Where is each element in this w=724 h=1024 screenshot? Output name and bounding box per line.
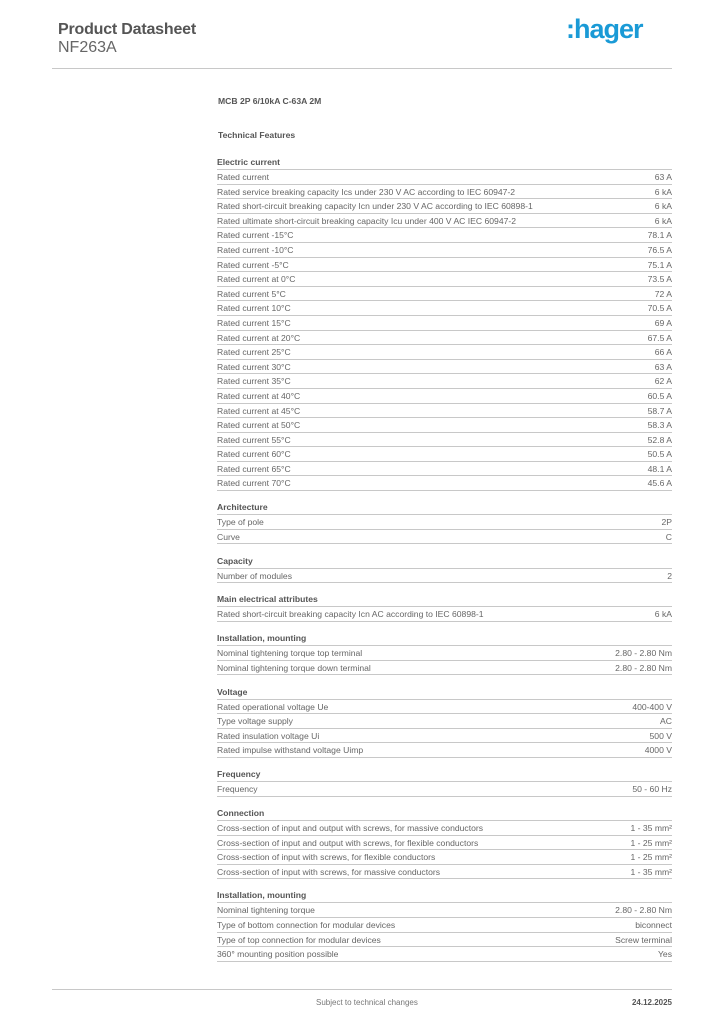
spec-value: 50 - 60 Hz	[632, 784, 672, 795]
spec-row	[217, 272, 672, 287]
spec-value: AC	[660, 716, 672, 727]
spec-label: Cross-section of input and output with screws, for flexible conductors	[217, 837, 479, 848]
spec-value: 62 A	[654, 376, 672, 387]
spec-section	[217, 554, 672, 584]
spec-row	[217, 214, 672, 229]
spec-row	[217, 782, 672, 797]
spec-value: 58.7 A	[647, 405, 672, 416]
spec-value: 50.5 A	[647, 449, 672, 460]
spec-label: Type voltage supply	[217, 716, 293, 727]
spec-row	[217, 447, 672, 462]
spec-value: 500 V	[649, 730, 672, 741]
footer-divider	[52, 989, 672, 990]
spec-row	[217, 360, 672, 375]
spec-row	[217, 316, 672, 331]
spec-label: Number of modules	[217, 570, 292, 581]
spec-value: 73.5 A	[647, 274, 672, 285]
spec-label: Rated insulation voltage Ui	[217, 730, 320, 741]
spec-value: 52.8 A	[647, 434, 672, 445]
spec-row	[217, 185, 672, 200]
spec-label: Rated current at 0°C	[217, 274, 296, 285]
spec-value: 48.1 A	[647, 463, 672, 474]
spec-row	[217, 530, 672, 545]
spec-label: Nominal tightening torque down terminal	[217, 662, 371, 673]
spec-value: biconnect	[635, 920, 672, 931]
spec-label: Rated current at 50°C	[217, 420, 301, 431]
spec-value: 75.1 A	[647, 259, 672, 270]
spec-label: Nominal tightening torque	[217, 905, 315, 916]
spec-value: 72 A	[654, 288, 672, 299]
spec-row	[217, 433, 672, 448]
spec-value: Screw terminal	[615, 934, 672, 945]
spec-label: Rated current 25°C	[217, 347, 291, 358]
spec-label: Rated current -5°C	[217, 259, 289, 270]
spec-value: 6 kA	[654, 215, 672, 226]
spec-row	[217, 850, 672, 865]
spec-row	[217, 331, 672, 346]
section-heading: Installation, mounting	[217, 888, 672, 903]
spec-value: 60.5 A	[647, 390, 672, 401]
spec-value: 69 A	[654, 317, 672, 328]
spec-label: Rated short-circuit breaking capacity Icn AC according to IEC 60898-1	[217, 609, 484, 620]
section-heading: Electric current	[217, 155, 672, 170]
spec-row	[217, 228, 672, 243]
spec-value: C	[665, 531, 672, 542]
section-heading: Frequency	[217, 767, 672, 782]
section-heading: Installation, mounting	[217, 631, 672, 646]
spec-label: Rated current 55°C	[217, 434, 291, 445]
spec-row	[217, 345, 672, 360]
spec-label: Rated service breaking capacity Ics under 230 V AC according to IEC 60947-2	[217, 186, 516, 197]
spec-row	[217, 569, 672, 584]
spec-row	[217, 714, 672, 729]
spec-value: 78.1 A	[647, 230, 672, 241]
spec-label: Rated current at 45°C	[217, 405, 301, 416]
spec-label: Rated ultimate short-circuit breaking capacity Icu under 400 V AC IEC 60947-2	[217, 215, 517, 226]
spec-label: Nominal tightening torque top terminal	[217, 648, 363, 659]
spec-row	[217, 287, 672, 302]
spec-value: 1 - 25 mm²	[630, 852, 672, 863]
spec-row	[217, 170, 672, 185]
spec-row	[217, 661, 672, 676]
spec-value: 76.5 A	[647, 244, 672, 255]
spec-value: 63 A	[654, 172, 672, 182]
spec-row	[217, 700, 672, 715]
spec-row	[217, 903, 672, 918]
spec-value: 400-400 V	[632, 701, 672, 712]
spec-value: 66 A	[654, 347, 672, 358]
spec-row	[217, 243, 672, 258]
spec-label: Cross-section of input with screws, for massive conductors	[217, 866, 441, 877]
spec-section	[217, 806, 672, 879]
spec-label: Type of bottom connection for modular devices	[217, 920, 396, 931]
spec-row	[217, 865, 672, 880]
spec-section	[217, 155, 672, 491]
spec-row	[217, 743, 672, 758]
spec-label: Curve	[217, 531, 240, 542]
spec-row	[217, 258, 672, 273]
spec-label: Rated current 60°C	[217, 449, 291, 460]
spec-label: Rated impulse withstand voltage Uimp	[217, 745, 364, 756]
spec-value: 45.6 A	[647, 478, 672, 489]
spec-label: Rated current at 20°C	[217, 332, 301, 343]
spec-value: 63 A	[654, 361, 672, 372]
spec-value: 2.80 - 2.80 Nm	[615, 662, 672, 673]
spec-section	[217, 592, 672, 622]
spec-value: 6 kA	[654, 186, 672, 197]
spec-value: 2.80 - 2.80 Nm	[615, 648, 672, 659]
spec-label: Rated current	[217, 172, 270, 182]
spec-label: Rated current 30°C	[217, 361, 291, 372]
section-heading: Voltage	[217, 685, 672, 700]
spec-label: Cross-section of input and output with screws, for massive conductors	[217, 822, 484, 833]
spec-section	[217, 631, 672, 675]
spec-label: Cross-section of input with screws, for flexible conductors	[217, 852, 436, 863]
spec-label: Rated short-circuit breaking capacity Icn under 230 V AC according to IEC 60898-1	[217, 201, 533, 212]
spec-row	[217, 389, 672, 404]
spec-label: Rated current 5°C	[217, 288, 286, 299]
product-code: NF263A	[58, 39, 117, 56]
spec-label: Rated current at 40°C	[217, 390, 301, 401]
spec-row	[217, 476, 672, 491]
footer-date: 24.12.2025	[631, 998, 672, 1007]
spec-value: Yes	[657, 949, 672, 960]
spec-value: 6 kA	[654, 201, 672, 212]
spec-row	[217, 418, 672, 433]
spec-label: Type of top connection for modular devices	[217, 934, 381, 945]
spec-value: 1 - 35 mm²	[630, 822, 672, 833]
spec-label: Rated current 10°C	[217, 303, 291, 314]
spec-row	[217, 404, 672, 419]
spec-label: Rated current -15°C	[217, 230, 294, 241]
spec-value: 1 - 25 mm²	[630, 837, 672, 848]
spec-value: 70.5 A	[647, 303, 672, 314]
spec-row	[217, 646, 672, 661]
spec-section	[217, 685, 672, 758]
spec-row	[217, 301, 672, 316]
page-title: Product Datasheet	[58, 21, 196, 38]
spec-row	[217, 374, 672, 389]
spec-row	[217, 607, 672, 622]
header-divider	[52, 68, 672, 69]
spec-label: Rated current 65°C	[217, 463, 291, 474]
spec-label: Frequency	[217, 784, 258, 795]
spec-row	[217, 729, 672, 744]
spec-label: Rated current -10°C	[217, 244, 294, 255]
spec-label: 360° mounting position possible	[217, 949, 339, 960]
spec-value: 58.3 A	[647, 420, 672, 431]
section-heading: Capacity	[217, 554, 672, 569]
spec-value: 67.5 A	[647, 332, 672, 343]
spec-value: 2	[667, 570, 672, 581]
product-name: MCB 2P 6/10kA C-63A 2M	[218, 96, 322, 106]
spec-row	[217, 918, 672, 933]
spec-section	[217, 888, 672, 961]
spec-row	[217, 462, 672, 477]
technical-features-heading: Technical Features	[218, 130, 296, 140]
section-heading: Main electrical attributes	[217, 592, 672, 607]
spec-value: 6 kA	[654, 609, 672, 620]
spec-section	[217, 500, 672, 544]
spec-row	[217, 947, 672, 962]
spec-value: 2.80 - 2.80 Nm	[615, 905, 672, 916]
hager-logo: :hager	[566, 14, 643, 44]
footer-note: Subject to technical changes	[316, 998, 418, 1007]
spec-value: 2P	[661, 517, 672, 528]
spec-label: Type of pole	[217, 517, 264, 528]
spec-row	[217, 836, 672, 851]
spec-value: 1 - 35 mm²	[630, 866, 672, 877]
section-heading: Connection	[217, 806, 672, 821]
spec-value: 4000 V	[644, 745, 672, 756]
spec-row	[217, 515, 672, 530]
spec-label: Rated operational voltage Ue	[217, 701, 329, 712]
spec-row	[217, 933, 672, 948]
spec-section	[217, 767, 672, 797]
spec-row	[217, 199, 672, 214]
section-heading: Architecture	[217, 500, 672, 515]
spec-sections	[217, 155, 672, 971]
spec-label: Rated current 15°C	[217, 317, 291, 328]
spec-label: Rated current 70°C	[217, 478, 291, 489]
spec-label: Rated current 35°C	[217, 376, 291, 387]
spec-row	[217, 821, 672, 836]
